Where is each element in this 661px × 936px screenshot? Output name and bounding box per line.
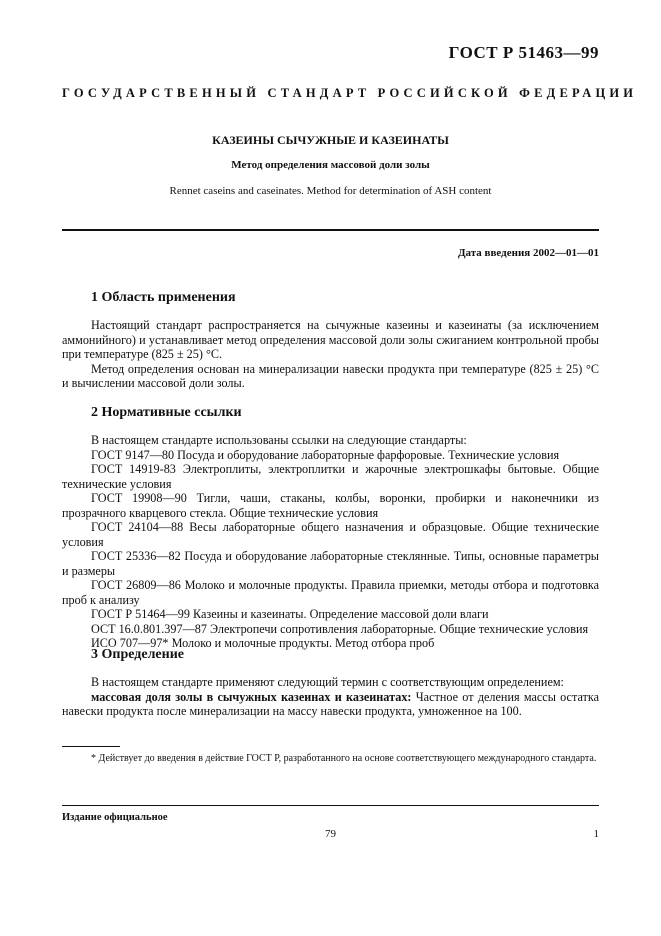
document-subtitle: Метод определения массовой доли золы — [231, 159, 430, 171]
reference-item: ГОСТ 14919-83 Электроплиты, электроплитки и жарочные электрошкафы бытовые. Общие технические условия — [62, 462, 599, 491]
definition-intro: В настоящем стандарте применяют следующий термин с соответствующим определением: — [91, 675, 564, 689]
document-code: ГОСТ Р 51463—99 — [448, 43, 599, 62]
defined-term: массовая доля золы в сычужных казеинах и казеинатах: — [91, 689, 412, 704]
section-1-body — [62, 318, 599, 391]
sheet-number: 1 — [593, 828, 599, 840]
references-intro: В настоящем стандарте использованы ссылки на следующие стандарты: — [91, 433, 467, 447]
reference-item: ГОСТ 26809—86 Молоко и молочные продукты. Правила приемки, методы отбора и подготовка проб к анализу — [62, 578, 599, 607]
reference-item: ИСО 707—97* Молоко и молочные продукты. Метод отбора проб — [91, 636, 435, 650]
reference-item: ГОСТ 24104—88 Весы лабораторные общего назначения и образцовые. Общие технические условия — [62, 520, 599, 549]
page-number: 79 — [325, 828, 336, 840]
section-1-heading: 1 Область применения — [91, 290, 236, 305]
footnote — [62, 752, 599, 766]
footnote-text: * Действует до введения в действие ГОСТ Р, разработанного на основе соответствующего международного стандарта. — [91, 753, 597, 764]
reference-item: ГОСТ 19908—90 Тигли, чаши, стаканы, колбы, воронки, пробирки и наконечники из прозрачного кварцевого стекла. Общие технические условия — [62, 491, 599, 520]
state-standard-banner: ГОСУДАРСТВЕННЫЙ СТАНДАРТ РОССИЙСКОЙ ФЕДЕРАЦИИ — [62, 86, 638, 100]
reference-item: ГОСТ Р 51464—99 Казеины и казеинаты. Определение массовой доли влаги — [91, 607, 489, 621]
title-divider — [62, 229, 599, 231]
document-title: КАЗЕИНЫ СЫЧУЖНЫЕ И КАЗЕИНАТЫ — [212, 133, 449, 147]
section-3-heading: 3 Определение — [91, 647, 184, 662]
edition-label: Издание официальное — [62, 812, 168, 823]
section-2-body — [62, 433, 599, 651]
reference-item: ГОСТ 9147—80 Посуда и оборудование лабораторные фарфоровые. Технические условия — [91, 447, 560, 462]
paragraph: Настоящий стандарт распространяется на сычужные казеины и казеинаты (за исключением аммонийного) и устанавливает метод определения массовой доли золы сжиганием контрольной пробы при температуре (825 ± 25) °С. — [62, 318, 599, 361]
footer-divider — [62, 805, 599, 806]
reference-item: ГОСТ 25336—82 Посуда и оборудование лабораторные стеклянные. Типы, основные параметры и размеры — [62, 549, 599, 578]
definition-text: Частное от деления массы остатка навески продукта после минерализации на массу навески продукта, умноженное на 100. — [62, 689, 600, 718]
english-title: Rennet caseins and caseinates. Method for determination of ASH content — [169, 185, 492, 197]
section-3-body — [62, 675, 599, 719]
section-2-heading: 2 Нормативные ссылки — [91, 405, 242, 420]
introduction-date: Дата введения 2002—01—01 — [457, 247, 599, 259]
reference-item: ОСТ 16.0.801.397—87 Электропечи сопротивления лабораторные. Общие технические условия — [91, 621, 589, 636]
definition-paragraph — [62, 690, 599, 719]
footnote-divider — [62, 746, 120, 747]
paragraph: Метод определения основан на минерализации навески продукта при температуре (825 ± 25) °С и вычислении массовой доли золы. — [62, 361, 599, 390]
